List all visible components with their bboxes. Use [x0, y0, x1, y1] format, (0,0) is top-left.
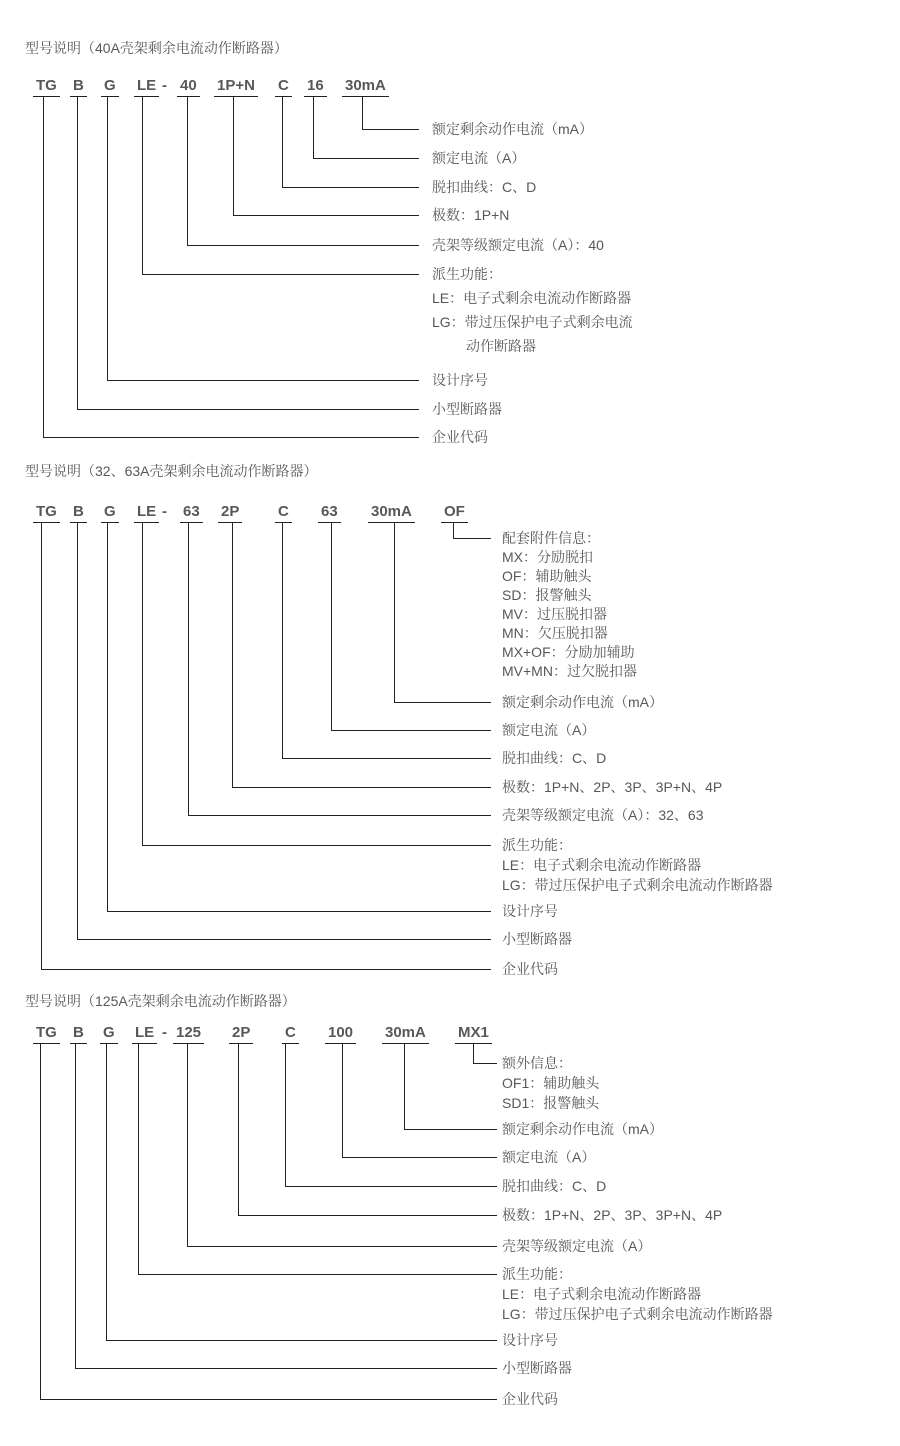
code-token: C	[282, 1024, 299, 1044]
field-label: 小型断路器	[432, 401, 502, 417]
code-token: LE	[132, 1024, 157, 1044]
field-label: 极数：1P+N、2P、3P、3P+N、4P	[502, 1207, 723, 1223]
field-label: 极数：1P+N、2P、3P、3P+N、4P	[502, 779, 723, 795]
code-token: 1P+N	[214, 77, 258, 97]
field-sub-label: 动作断路器	[466, 338, 536, 354]
field-label: 额定剩余动作电流（mA）	[432, 121, 593, 137]
field-label: 设计序号	[432, 372, 488, 388]
field-label: 设计序号	[502, 903, 558, 919]
connector-line	[43, 96, 419, 438]
code-token-dash: -	[162, 1024, 167, 1041]
code-token: 2P	[229, 1024, 253, 1044]
code-token: 30mA	[368, 503, 415, 523]
code-token: 30mA	[342, 77, 389, 97]
code-token: G	[100, 1024, 118, 1044]
code-token: 16	[304, 77, 327, 97]
field-sub-label: MX+OF：分励加辅助	[502, 644, 635, 660]
field-label: 企业代码	[502, 961, 558, 977]
code-token-dash: -	[162, 77, 167, 94]
code-token: 63	[318, 503, 341, 523]
field-label: 派生功能：	[432, 266, 502, 282]
code-token: 30mA	[382, 1024, 429, 1044]
code-token: TG	[33, 503, 60, 523]
field-label-group	[502, 1053, 599, 1113]
code-token: B	[70, 1024, 87, 1044]
field-sub-label: SD1：报警触头	[502, 1095, 600, 1111]
field-label: 壳架等级额定电流（A）	[502, 1238, 652, 1254]
field-sub-label: OF：辅助触头	[502, 568, 592, 584]
code-token-dash: -	[162, 503, 167, 520]
section-title: 型号说明（125A壳架剩余电流动作断路器）	[25, 993, 296, 1009]
field-label-group	[502, 835, 773, 895]
field-label-group	[432, 262, 633, 358]
field-sub-label: MV+MN：过欠脱扣器	[502, 663, 637, 679]
code-token: 125	[173, 1024, 204, 1044]
field-label: 配套附件信息：	[502, 530, 600, 546]
field-sub-label: LE：电子式剩余电流动作断路器	[502, 857, 702, 873]
field-label: 额外信息：	[502, 1055, 572, 1071]
field-sub-label: MX：分励脱扣	[502, 549, 593, 565]
code-token: OF	[441, 503, 468, 523]
code-token: 63	[180, 503, 203, 523]
field-sub-label: LG：带过压保护电子式剩余电流动作断路器	[502, 877, 773, 893]
field-label: 额定电流（A）	[502, 1149, 596, 1165]
field-label-group	[502, 529, 637, 681]
field-label: 额定剩余动作电流（mA）	[502, 1121, 663, 1137]
code-token: 40	[177, 77, 200, 97]
field-label: 脱扣曲线：C、D	[502, 1178, 607, 1194]
field-label: 企业代码	[502, 1391, 558, 1407]
field-label: 额定电流（A）	[502, 722, 596, 738]
field-label: 壳架等级额定电流（A）：40	[432, 237, 604, 253]
code-token: C	[275, 77, 292, 97]
field-sub-label: OF1：辅助触头	[502, 1075, 600, 1091]
code-token: G	[101, 503, 119, 523]
field-sub-label: SD：报警触头	[502, 587, 592, 603]
field-label: 设计序号	[502, 1332, 558, 1348]
field-label: 壳架等级额定电流（A）：32、63	[502, 807, 704, 823]
field-label-group	[502, 1264, 773, 1324]
section-title: 型号说明（40A壳架剩余电流动作断路器）	[25, 40, 288, 56]
code-token: LE	[134, 77, 159, 97]
code-token: LE	[134, 503, 159, 523]
field-label: 派生功能：	[502, 1266, 572, 1282]
field-label: 额定剩余动作电流（mA）	[502, 694, 663, 710]
field-label: 企业代码	[432, 429, 488, 445]
connector-line	[40, 1043, 497, 1400]
field-label: 派生功能：	[502, 837, 572, 853]
field-sub-label: LG：带过压保护电子式剩余电流	[432, 314, 633, 330]
field-label: 小型断路器	[502, 1360, 572, 1376]
code-token: 100	[325, 1024, 356, 1044]
code-token: G	[101, 77, 119, 97]
code-token: 2P	[218, 503, 242, 523]
field-sub-label: LE：电子式剩余电流动作断路器	[502, 1286, 702, 1302]
field-sub-label: MN：欠压脱扣器	[502, 625, 608, 641]
code-token: B	[70, 503, 87, 523]
field-label: 脱扣曲线：C、D	[432, 179, 537, 195]
code-token: TG	[33, 77, 60, 97]
field-label: 额定电流（A）	[432, 150, 526, 166]
field-label: 脱扣曲线：C、D	[502, 750, 607, 766]
field-sub-label: MV：过压脱扣器	[502, 606, 607, 622]
field-sub-label: LE：电子式剩余电流动作断路器	[432, 290, 632, 306]
code-token: MX1	[455, 1024, 492, 1044]
field-label: 极数：1P+N	[432, 207, 510, 223]
code-token: C	[275, 503, 292, 523]
field-sub-label: LG：带过压保护电子式剩余电流动作断路器	[502, 1306, 773, 1322]
field-label: 小型断路器	[502, 931, 572, 947]
section-title: 型号说明（32、63A壳架剩余电流动作断路器）	[25, 463, 318, 479]
connector-line	[41, 522, 491, 970]
code-token: B	[70, 77, 87, 97]
code-token: TG	[33, 1024, 60, 1044]
